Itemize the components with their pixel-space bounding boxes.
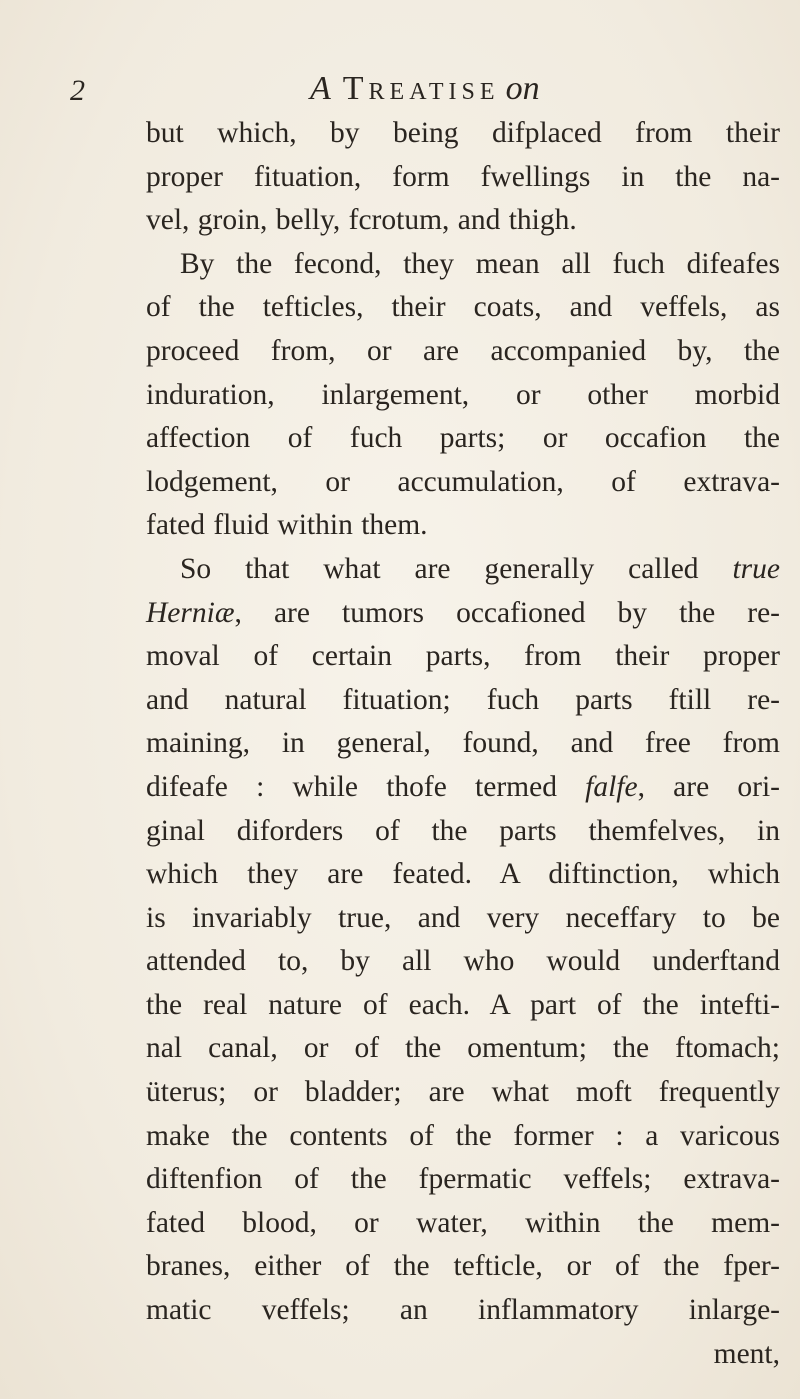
text-line: affection of fuch parts; or occafion the bbox=[146, 422, 780, 455]
text-line: which they are feated. A diftinction, which bbox=[146, 858, 780, 891]
running-head-word: Treatise bbox=[342, 70, 500, 107]
text-line: fated blood, or water, within the mem- bbox=[146, 1206, 780, 1239]
text-line: make the contents of the former : a varicous bbox=[146, 1119, 780, 1152]
text-line: ginal diforders of the parts themfelves, in bbox=[146, 814, 780, 847]
running-head-article: A bbox=[310, 70, 331, 107]
text-line: So that what are generally called true bbox=[180, 552, 780, 585]
text-line: but which, by being difplaced from their bbox=[146, 117, 780, 149]
text-line: is invariably true, and very neceffary to be bbox=[146, 901, 780, 934]
running-head-preposition: on bbox=[505, 70, 540, 107]
text-line: branes, either of the tefticle, or of the fper- bbox=[146, 1250, 780, 1283]
text-line: vel, groin, belly, fcrotum, and thigh. bbox=[146, 204, 577, 237]
italic-term: falfe bbox=[585, 770, 638, 803]
text-line: diftenfion of the fpermatic veffels; extrava- bbox=[146, 1163, 780, 1196]
catchword: ment, bbox=[713, 1337, 780, 1370]
body-text bbox=[146, 112, 780, 1376]
text-line: difeafe : while thofe termed falfe, are ori- bbox=[146, 770, 780, 803]
text-line: maining, in general, found, and free from bbox=[146, 727, 780, 760]
text-line: induration, inlargement, or other morbid bbox=[146, 378, 780, 411]
text-line: fated fluid within them. bbox=[146, 509, 428, 542]
text-line: proceed from, or are accompanied by, the bbox=[146, 334, 780, 367]
running-header bbox=[70, 70, 750, 110]
running-head-title bbox=[310, 70, 540, 108]
text-line: and natural fituation; fuch parts ftill re- bbox=[146, 683, 780, 716]
text-line: of the tefticles, their coats, and veffels, as bbox=[146, 291, 780, 324]
text-line: moval of certain parts, from their proper bbox=[146, 640, 780, 673]
text-line: lodgement, or accumulation, of extrava- bbox=[146, 465, 780, 498]
italic-term: true bbox=[732, 552, 780, 585]
text-line: attended to, by all who would underftand bbox=[146, 945, 780, 978]
text-line: By the fecond, they mean all fuch difeafes bbox=[180, 247, 780, 280]
text-line: matic veffels; an inflammatory inlarge- bbox=[146, 1294, 780, 1327]
text-line: üterus; or bladder; are what moft frequently bbox=[146, 1076, 780, 1109]
text-line: proper fituation, form fwellings in the na- bbox=[146, 160, 780, 193]
text-line: nal canal, or of the omentum; the ftomach; bbox=[146, 1032, 780, 1065]
text-line: the real nature of each. A part of the intefti- bbox=[146, 988, 780, 1021]
italic-term: Herniæ bbox=[146, 596, 235, 629]
text-line: Herniæ, are tumors occafioned by the re- bbox=[146, 596, 780, 629]
page-number: 2 bbox=[70, 74, 85, 107]
